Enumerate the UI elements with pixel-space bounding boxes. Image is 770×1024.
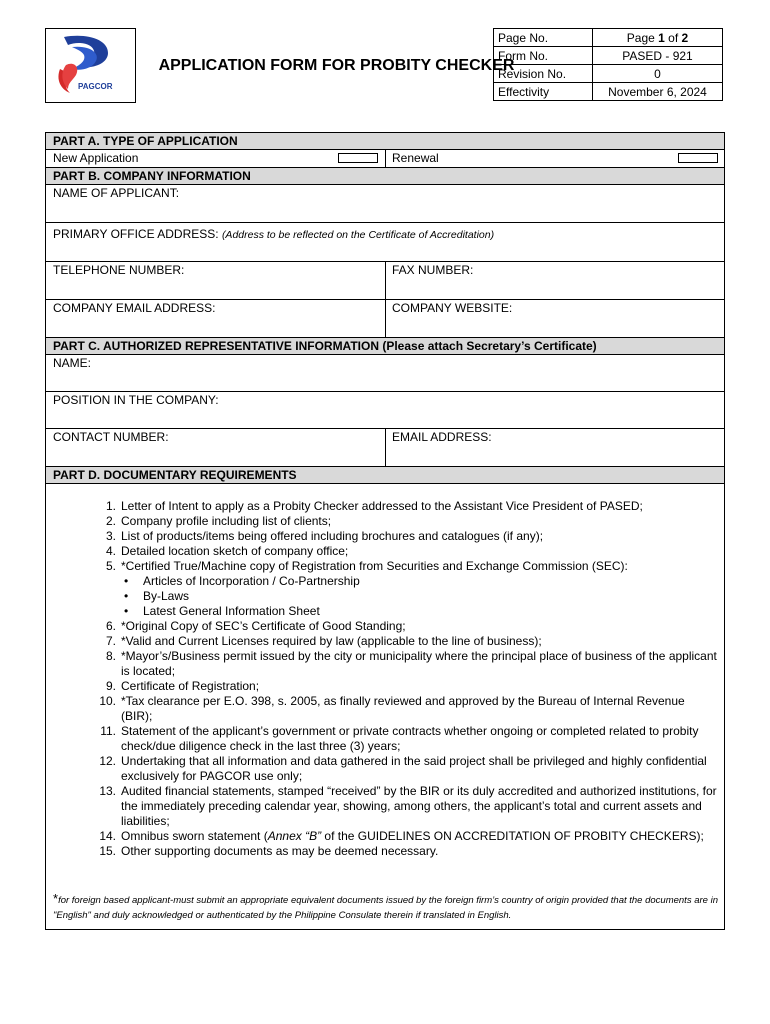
office-address-label xyxy=(46,226,501,242)
requirement-item: 14. Omnibus sworn statement (Annex “B” of the GUIDELINES ON ACCREDITATION OF PROBITY CHECKERS); xyxy=(99,829,704,843)
bullet-icon: • xyxy=(124,604,129,618)
position-row[interactable] xyxy=(46,392,724,429)
footnote xyxy=(53,891,718,923)
sub-bullet: • Articles of Incorporation / Co-Partnership xyxy=(124,574,360,588)
fax-label: FAX NUMBER: xyxy=(392,263,474,277)
meta-key: Revision No. xyxy=(494,65,593,83)
meta-value: PASED - 921 xyxy=(593,47,723,65)
requirements-list xyxy=(98,499,718,859)
requirement-item: 6. *Original Copy of SEC’s Certificate of Good Standing; xyxy=(105,619,406,633)
requirement-item: 4. Detailed location sketch of company office; xyxy=(105,544,349,558)
sub-bullet: • By-Laws xyxy=(124,589,190,603)
meta-value: Page 1 of 2 xyxy=(593,29,723,47)
document-meta-table xyxy=(493,28,723,101)
part-a-row xyxy=(46,150,724,168)
meta-row-effectivity xyxy=(494,83,723,101)
requirement-item: 11. Statement of the applicant’s government or private contracts whether ongoing or completed related to probity check/due diligence check in the last three (3) years; xyxy=(100,724,699,753)
logo-box xyxy=(45,28,136,103)
company-email-label: COMPANY EMAIL ADDRESS: xyxy=(53,301,216,315)
requirement-item: 15. Other supporting documents as may be deemed necessary. xyxy=(99,844,439,858)
sub-bullet: • Latest General Information Sheet xyxy=(124,604,320,618)
footnote-asterisk: * xyxy=(53,891,59,906)
position-label: POSITION IN THE COMPANY: xyxy=(53,393,219,407)
part-c-note: (Please attach Secretary’s Certificate) xyxy=(382,339,597,353)
meta-row-page xyxy=(494,29,723,47)
applicant-name-row[interactable] xyxy=(46,185,724,223)
meta-key: Effectivity xyxy=(494,83,593,101)
meta-row-revision xyxy=(494,65,723,83)
requirement-item: 2. Company profile including list of clients; xyxy=(105,514,332,528)
representative-email-label: EMAIL ADDRESS: xyxy=(392,430,492,444)
office-address-row[interactable] xyxy=(46,223,724,262)
telephone-label: TELEPHONE NUMBER: xyxy=(53,263,185,277)
renewal-label: Renewal xyxy=(392,151,439,165)
logo-wordmark: PAGCOR xyxy=(78,82,113,91)
renewal-checkbox[interactable] xyxy=(678,153,718,163)
requirement-item: 13. Audited financial statements, stamped “received” by the BIR or its duly accredited and authorized institutions, for the immediately preceding calendar year, showing, among others, the applicant’s total and current assets and liabilities; xyxy=(99,784,717,828)
part-c-heading xyxy=(46,338,724,355)
bullet-icon: • xyxy=(124,589,129,603)
pagcor-logo xyxy=(46,29,135,102)
requirement-item: 3. List of products/items being offered including brochures and catalogues (if any); xyxy=(105,529,544,543)
meta-key: Form No. xyxy=(494,47,593,65)
requirement-item: 1. Letter of Intent to apply as a Probity Checker addressed to the Assistant Vice President of PASED; xyxy=(105,499,643,513)
applicant-name-label: NAME OF APPLICANT: xyxy=(53,186,180,200)
new-application-label: New Application xyxy=(53,151,139,165)
representative-name-label: NAME: xyxy=(53,356,92,370)
footnote-text: for foreign based applicant-must submit an appropriate equivalent documents issued by the foreign firm’s country of origin provided that the documents are in "English" and duly acknowledged or authenticated by the Philippine Consulate therein if translated in English. xyxy=(53,895,718,921)
contact-number-label: CONTACT NUMBER: xyxy=(53,430,169,444)
representative-name-row[interactable] xyxy=(46,355,724,392)
requirement-item: 9. Certificate of Registration; xyxy=(105,679,260,693)
meta-value: 0 xyxy=(593,65,723,83)
form-header xyxy=(45,28,726,103)
application-form xyxy=(45,132,725,930)
office-address-note: (Address to be reflected on the Certificate of Accreditation) xyxy=(221,229,495,241)
requirement-item: 8. *Mayor’s/Business permit issued by the city or municipality where the principal place of business of the applicant is located; xyxy=(105,649,717,678)
requirement-item: 10. *Tax clearance per E.O. 398, s. 2005, as finally reviewed and approved by the Bureau of Internal Revenue (BIR); xyxy=(99,694,685,723)
telephone-fax-row xyxy=(46,262,724,300)
form-title: APPLICATION FORM FOR PROBITY CHECKER xyxy=(158,57,515,74)
meta-key: Page No. xyxy=(494,29,593,47)
requirement-item: 12. Undertaking that all information and data gathered in the said project shall be privileged and highly confidential exclusively for PAGCOR use only; xyxy=(99,754,707,783)
bullet-icon: • xyxy=(124,574,129,588)
part-b-heading: PART B. COMPANY INFORMATION xyxy=(46,168,724,185)
part-d-heading: PART D. DOCUMENTARY REQUIREMENTS xyxy=(46,467,724,484)
new-application-checkbox[interactable] xyxy=(338,153,378,163)
meta-row-form xyxy=(494,47,723,65)
part-a-heading: PART A. TYPE OF APPLICATION xyxy=(46,133,724,150)
company-website-label: COMPANY WEBSITE: xyxy=(392,301,513,315)
part-c-title: PART C. AUTHORIZED REPRESENTATIVE INFORMATION xyxy=(53,339,379,353)
contact-email-row xyxy=(46,429,724,467)
office-address-text: PRIMARY OFFICE ADDRESS: xyxy=(53,227,219,241)
requirement-item: 5. *Certified True/Machine copy of Registration from Securities and Exchange Commission (SEC): xyxy=(105,559,628,573)
email-website-row xyxy=(46,300,724,338)
meta-value: November 6, 2024 xyxy=(593,83,723,101)
requirement-item: 7. *Valid and Current Licenses required by law (applicable to the line of business); xyxy=(105,634,542,648)
